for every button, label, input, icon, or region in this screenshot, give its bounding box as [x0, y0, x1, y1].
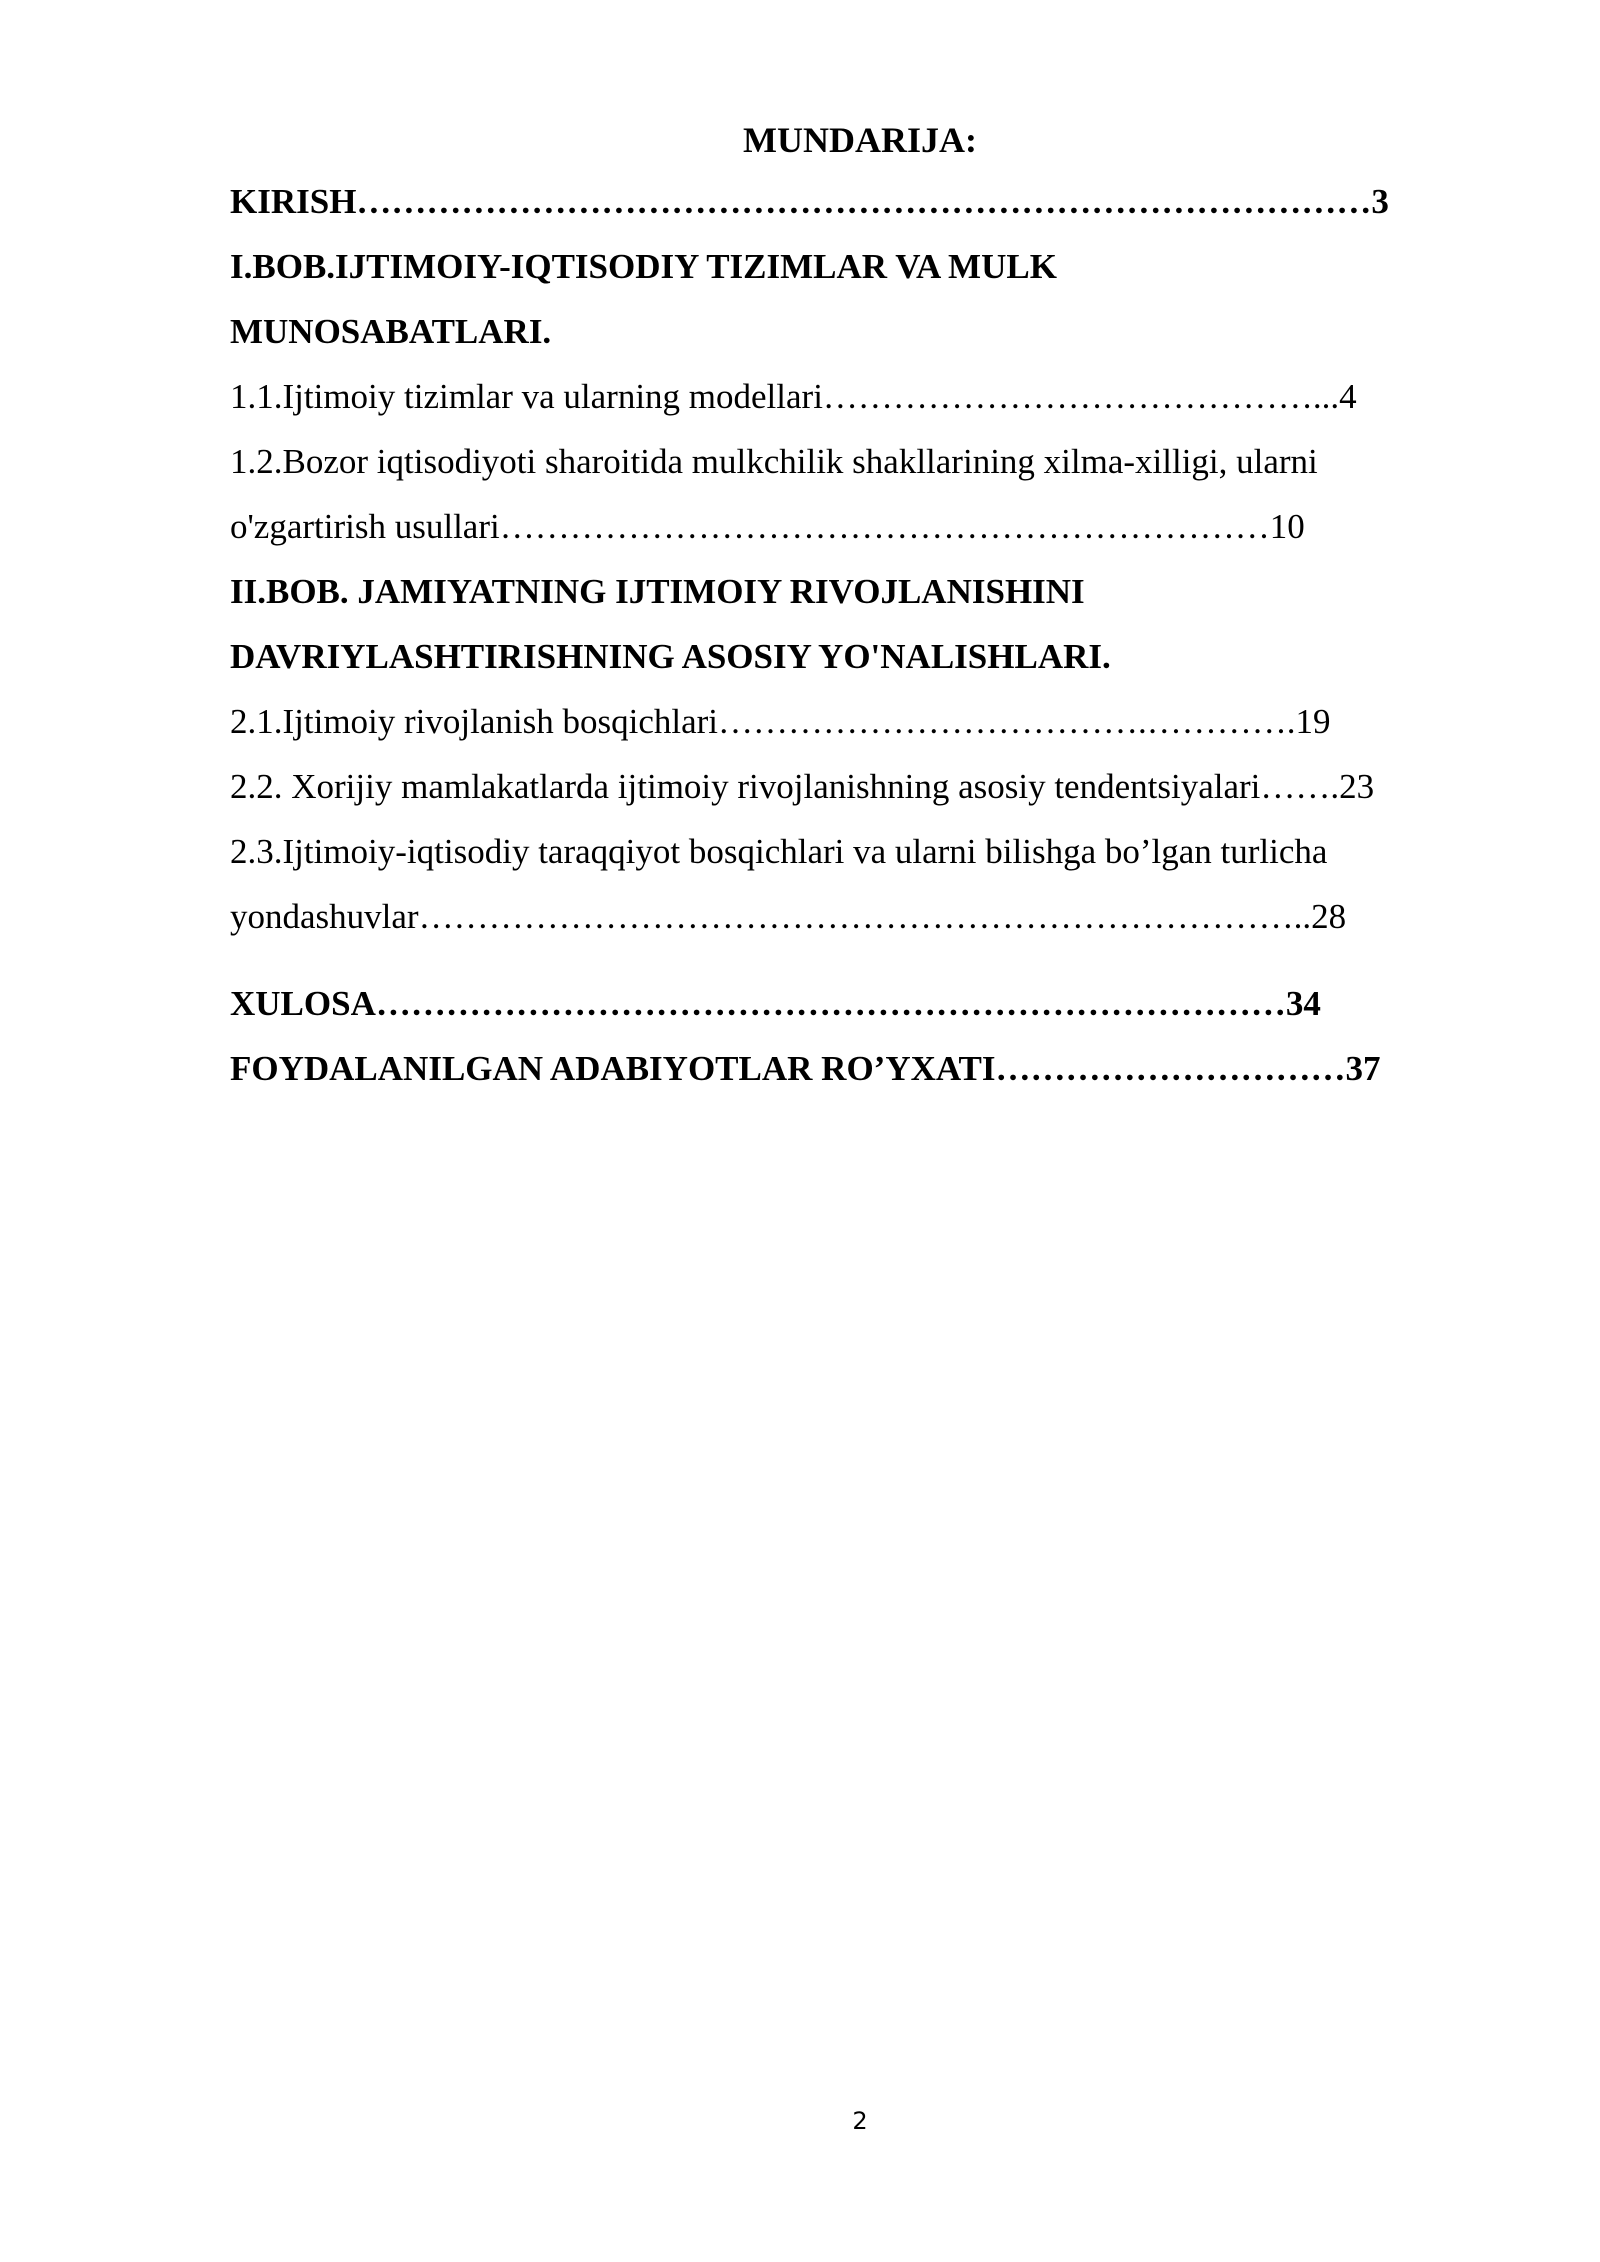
toc-entry-xulosa: XULOSA……………………………………………………………………34	[230, 984, 1321, 1023]
toc-chapter-1-heading-line-2: MUNOSABATLARI.	[230, 312, 552, 351]
toc-entry-kirish: KIRISH……………………………………………………………………………3	[230, 182, 1389, 221]
toc-entry-2-3-line-2: yondashuvlar…………………………………………………………………..28	[230, 897, 1347, 936]
toc-entry-2-3-line-1: 2.3.Ijtimoiy-iqtisodiy taraqqiyot bosqichlari va ularni bilishga bo’lgan turlicha	[230, 832, 1328, 871]
toc-entry-1-1: 1.1.Ijtimoiy tizimlar va ularning modellari……………………………………...4	[230, 377, 1357, 416]
toc-chapter-2-heading-line-1: II.BOB. JAMIYATNING IJTIMOIY RIVOJLANISHINI	[230, 572, 1085, 611]
page-number: 2	[852, 2107, 868, 2135]
toc-entry-2-1: 2.1.Ijtimoiy rivojlanish bosqichlari……………………………….………….19	[230, 702, 1331, 741]
toc-entry-1-2-line-1: 1.2.Bozor iqtisodiyoti sharoitida mulkchilik shakllarining xilma-xilligi, ularni	[230, 442, 1318, 481]
toc-entry-2-2: 2.2. Xorijiy mamlakatlarda ijtimoiy rivojlanishning asosiy tendentsiyalari…….23	[230, 767, 1375, 806]
toc-chapter-2-heading-line-2: DAVRIYLASHTIRISHNING ASOSIY YO'NALISHLARI.	[230, 637, 1111, 676]
toc-entry-adabiyotlar: FOYDALANILGAN ADABIYOTLAR RO’YXATI…………………………37	[230, 1049, 1381, 1088]
toc-title: MUNDARIJA:	[743, 120, 977, 160]
toc-chapter-1-heading-line-1: I.BOB.IJTIMOIY-IQTISODIY TIZIMLAR VA MULK	[230, 247, 1057, 286]
toc-entry-1-2-line-2: o'zgartirish usullari…………………………………………………………10	[230, 507, 1305, 546]
